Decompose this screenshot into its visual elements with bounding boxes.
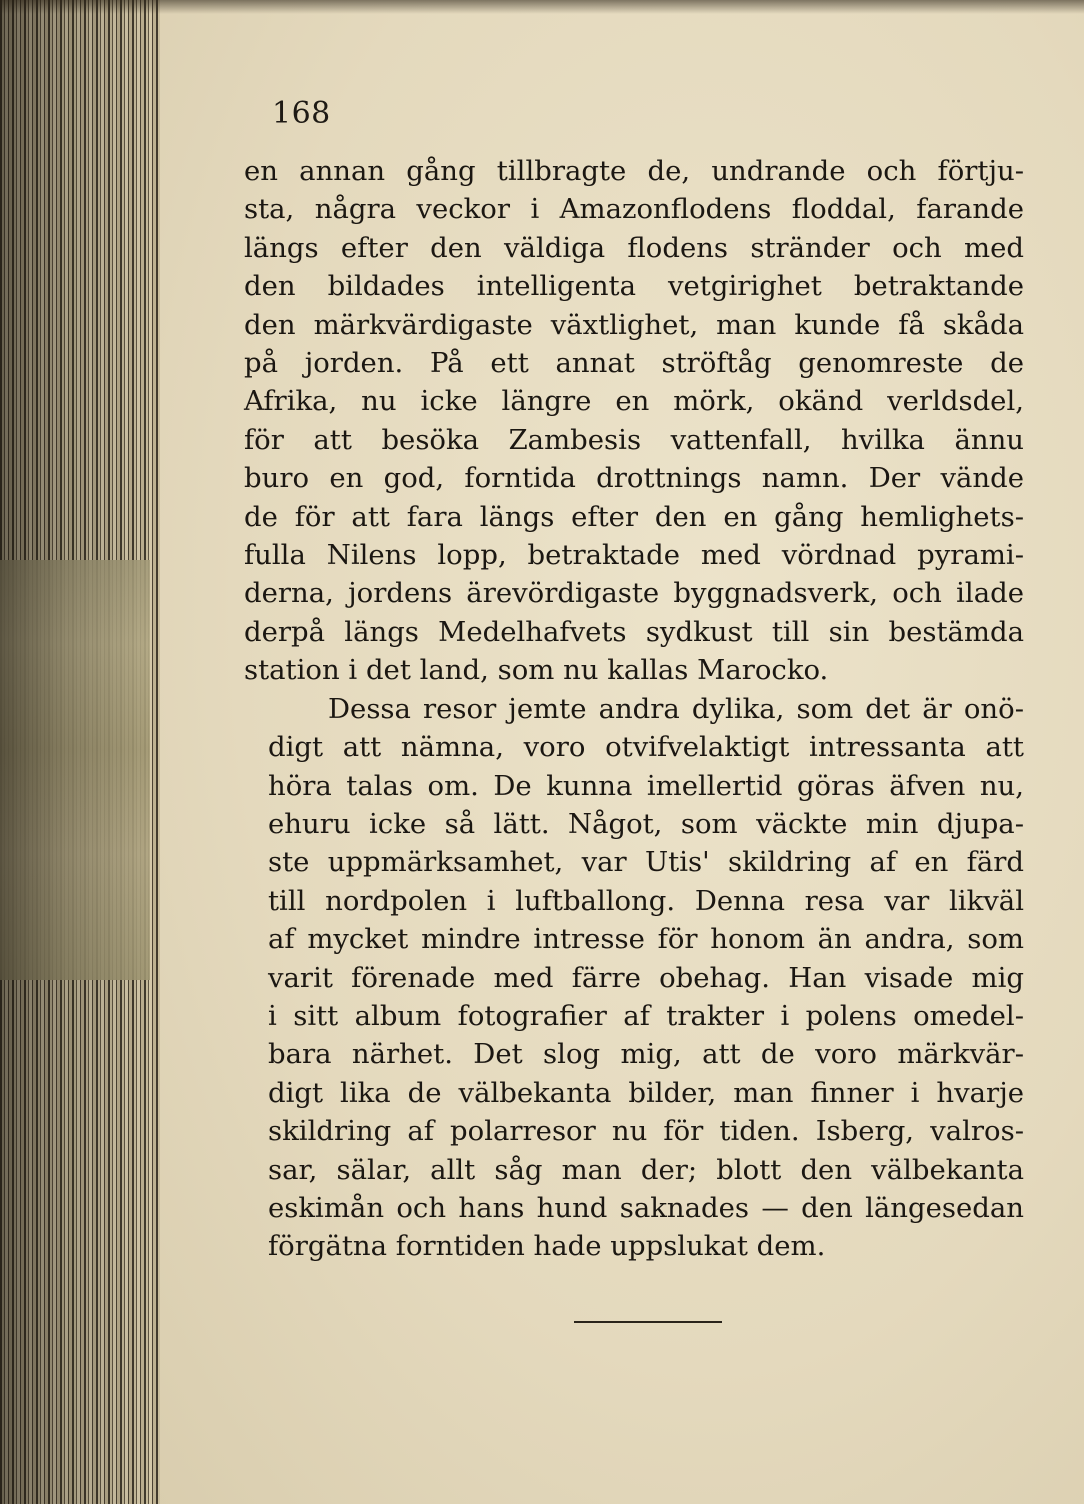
text-line: sta, några veckor i Amazonflodens floddal, farande xyxy=(244,193,1024,226)
text-line: varit förenade med färre obehag. Han visade mig xyxy=(268,961,1024,994)
text-line: station i det land, som nu kallas Marocko. xyxy=(244,654,829,687)
text-line: digt att nämna, voro otvifvelaktigt intressanta att xyxy=(268,731,1024,764)
paragraph-2 xyxy=(244,690,1024,1266)
text-line: den märkvärdigaste växtlighet, man kunde få skåda xyxy=(244,308,1024,341)
text-line: eskimån och hans hund saknades — den längesedan xyxy=(268,1191,1024,1224)
page-number: 168 xyxy=(272,96,331,131)
text-line: Dessa resor jemte andra dylika, som det är onö- xyxy=(328,692,1024,725)
text-line: derpå längs Medelhafvets sydkust till sin bestämda xyxy=(244,615,1024,648)
text-line: längs efter den väldiga flodens stränder och med xyxy=(244,231,1024,264)
text-line: sar, sälar, allt såg man der; blott den välbekanta xyxy=(268,1153,1024,1186)
text-line: af mycket mindre intresse för honom än andra, som xyxy=(268,923,1024,956)
text-line: Afrika, nu icke längre en mörk, okänd verldsdel, xyxy=(244,385,1024,418)
text-line: buro en god, forntida drottnings namn. Der vände xyxy=(244,462,1024,495)
text-line: för att besöka Zambesis vattenfall, hvilka ännu xyxy=(244,423,1024,456)
text-line: skildring af polarresor nu för tiden. Isberg, valros- xyxy=(268,1115,1024,1148)
text-line: fulla Nilens lopp, betraktade med vördnad pyrami- xyxy=(244,539,1024,572)
text-line: derna, jordens ärevördigaste byggnadsverk, och ilade xyxy=(244,577,1024,610)
binding-shadow xyxy=(0,0,160,1504)
text-line: den bildades intelligenta vetgirighet betraktande xyxy=(244,270,1024,303)
text-line: till nordpolen i luftballong. Denna resa var likväl xyxy=(268,884,1024,917)
text-line: en annan gång tillbragte de, undrande och förtju- xyxy=(244,155,1024,187)
text-line: bara närhet. Det slog mig, att de voro märkvär- xyxy=(268,1038,1024,1071)
text-line: på jorden. På ett annat ströftåg genomreste de xyxy=(244,347,1024,380)
body-text xyxy=(244,152,1024,1266)
paragraph-1 xyxy=(244,152,1024,690)
section-end-rule xyxy=(574,1321,722,1323)
text-line: förgätna forntiden hade uppslukat dem. xyxy=(268,1230,826,1263)
text-line: de för att fara längs efter den en gång hemlighets- xyxy=(244,500,1024,533)
text-line: höra talas om. De kunna imellertid göras äfven nu, xyxy=(268,769,1024,802)
text-line: i sitt album fotografier af trakter i polens omedel- xyxy=(268,999,1024,1032)
text-line: digt lika de välbekanta bilder, man finner i hvarje xyxy=(268,1076,1024,1109)
text-line: ste uppmärksamhet, var Utis' skildring af en färd xyxy=(268,846,1024,879)
text-line: ehuru icke så lätt. Något, som väckte min djupa- xyxy=(268,807,1024,840)
top-edge-shadow xyxy=(0,0,1084,14)
